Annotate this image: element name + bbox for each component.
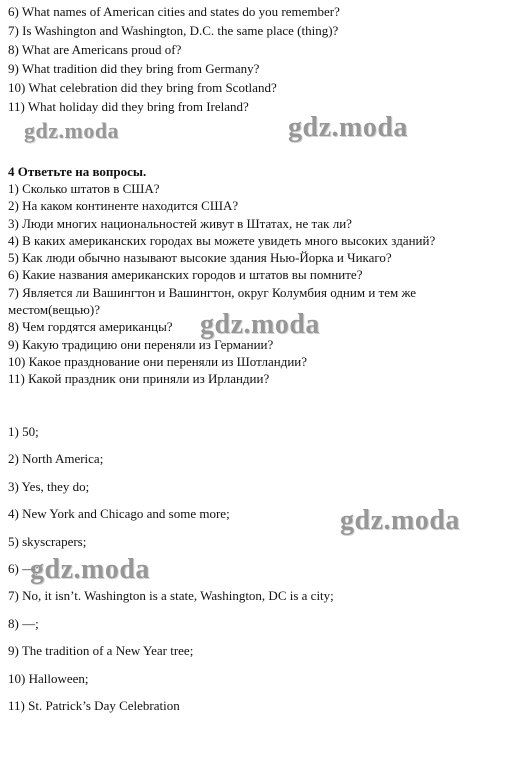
- russian-task-section: [8, 163, 508, 388]
- russian-question-10: 10) Какое празднование они переняли из Шотландии?: [8, 353, 307, 369]
- answer-2: 2) North America;: [8, 451, 104, 467]
- watermark: gdz.moda: [288, 112, 408, 143]
- answer-3: 3) Yes, they do;: [8, 478, 90, 494]
- answer-9: 9) The tradition of a New Year tree;: [8, 643, 194, 659]
- answer-8: 8) —;: [8, 615, 39, 631]
- watermark: gdz.moda: [24, 118, 120, 143]
- watermark: gdz.moda: [340, 505, 460, 536]
- answer-6: 6) —;: [8, 560, 39, 576]
- english-question-7: 7) Is Washington and Washington, D.C. the same place (thing)?: [8, 23, 339, 38]
- russian-question-9: 9) Какую традицию они переняли из Германии?: [8, 336, 274, 352]
- watermark: gdz.moda: [200, 309, 320, 340]
- answer-5: 5) skyscrapers;: [8, 533, 87, 549]
- answer-11: 11) St. Patrick’s Day Celebration: [8, 697, 180, 713]
- english-question-8: 8) What are Americans proud of?: [8, 42, 182, 57]
- watermark: gdz.moda: [30, 554, 150, 585]
- russian-question-2: 2) На каком континенте находится США?: [8, 198, 239, 214]
- english-question-6: 6) What names of American cities and states do you remember?: [8, 4, 340, 19]
- english-questions-list: [8, 2, 508, 116]
- russian-question-7: 7) Является ли Вашингтон и Вашингтон, округ Колумбия одним и тем же местом(вещью)?: [8, 284, 417, 318]
- english-question-11: 11) What holiday did they bring from Ireland?: [8, 99, 249, 114]
- russian-question-6: 6) Какие названия американских городов и штатов вы помните?: [8, 267, 363, 283]
- answer-10: 10) Halloween;: [8, 670, 89, 686]
- english-question-9: 9) What tradition did they bring from Germany?: [8, 61, 260, 76]
- russian-question-5: 5) Как люди обычно называют высокие здания Нью-Йорка и Чикаго?: [8, 250, 392, 266]
- answer-1: 1) 50;: [8, 424, 39, 439]
- russian-question-4: 4) В каких американских городах вы можете увидеть много высоких зданий?: [8, 232, 436, 248]
- russian-question-11: 11) Какой праздник они приняли из Ирландии?: [8, 371, 270, 387]
- russian-question-1: 1) Сколько штатов в США?: [8, 181, 160, 196]
- english-question-10: 10) What celebration did they bring from Scotland?: [8, 80, 277, 95]
- russian-question-8: 8) Чем гордятся американцы?: [8, 319, 173, 335]
- russian-question-3: 3) Люди многих национальностей живут в Штатах, не так ли?: [8, 215, 352, 231]
- answer-4: 4) New York and Chicago and some more;: [8, 506, 230, 522]
- answer-7: 7) No, it isn’t. Washington is a state, Washington, DC is a city;: [8, 588, 334, 604]
- task-heading: 4 Ответьте на вопросы.: [8, 164, 147, 179]
